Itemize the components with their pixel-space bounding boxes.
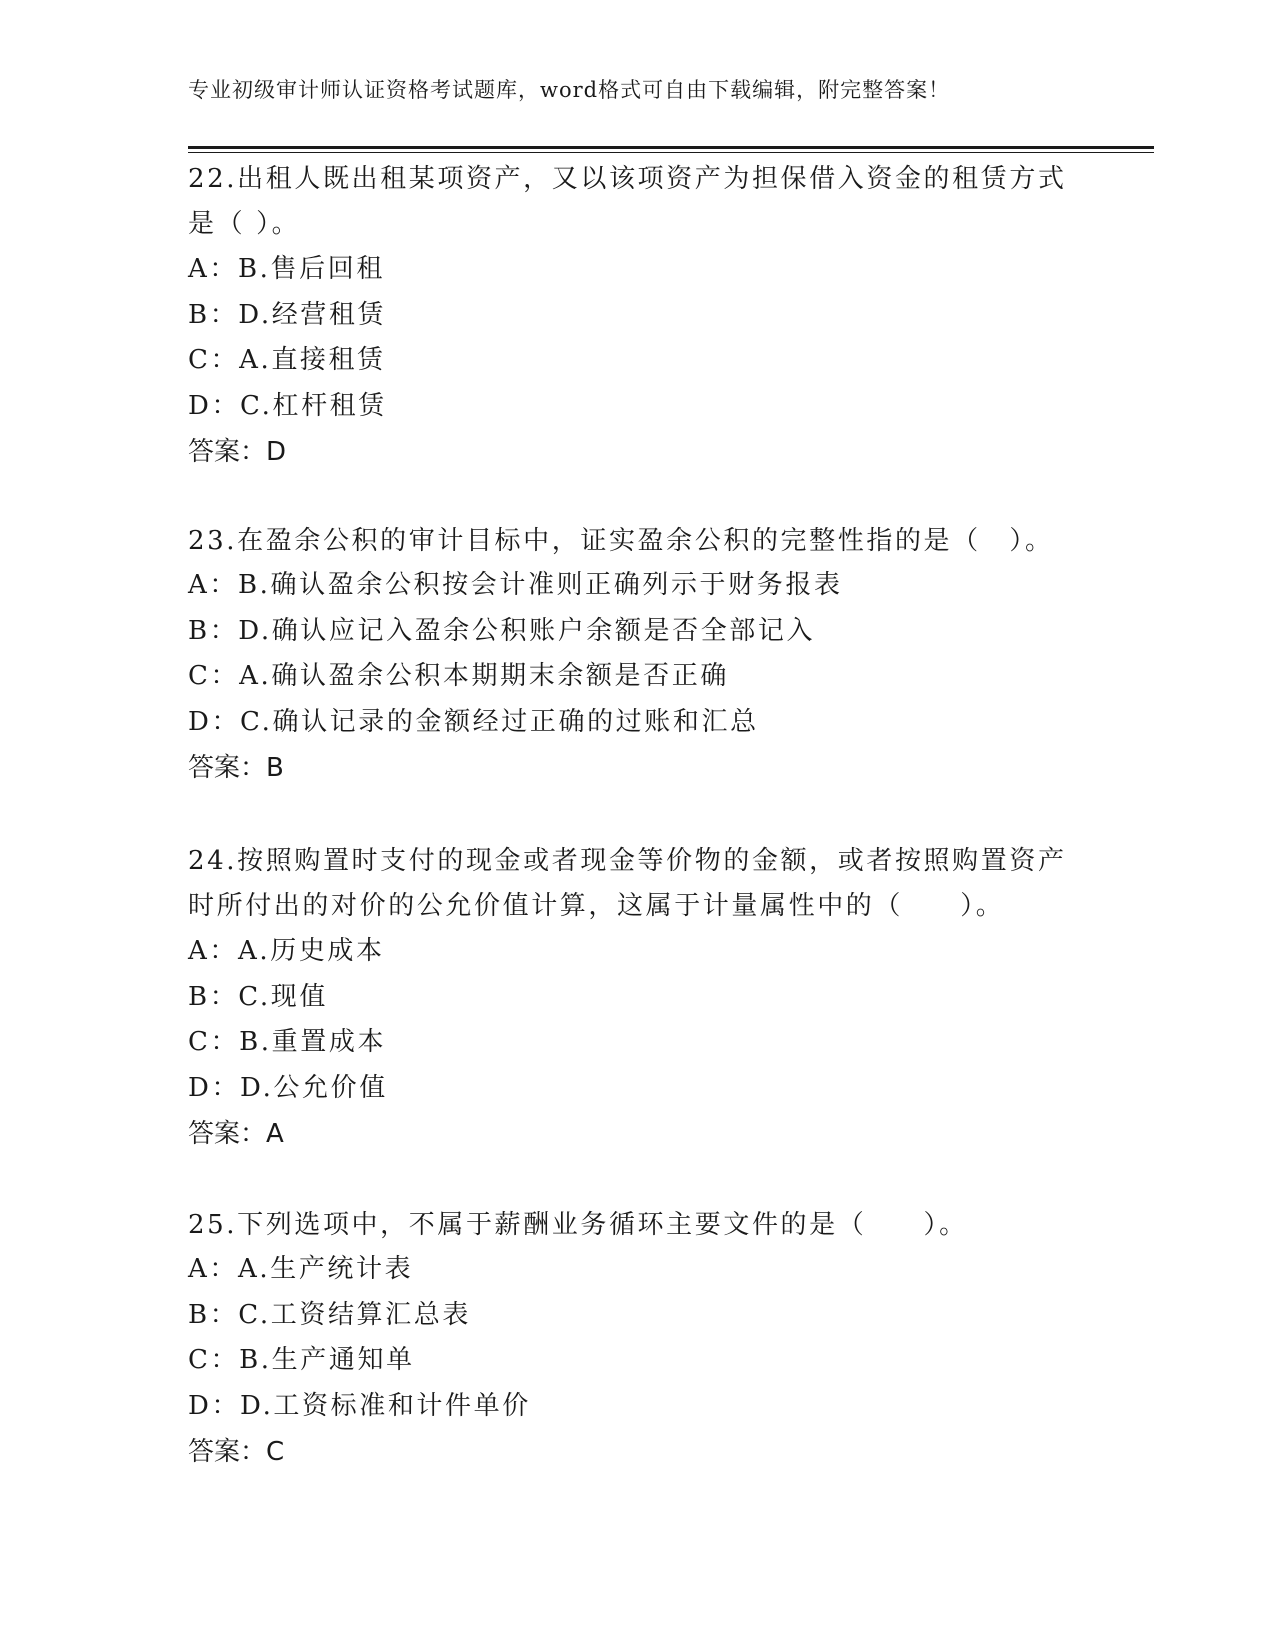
option-b: B：C.工资结算汇总表 (188, 1299, 471, 1330)
option-a: A：A.历史成本 (188, 936, 385, 966)
page-header: 专业初级审计师认证资格考试题库，word格式可自由下载编辑，附完整答案！ (188, 78, 951, 102)
question-stem: 25.下列选项中，不属于薪酬业务循环主要文件的是（ ）。 (188, 1210, 968, 1240)
option-d: D：D.公允价值 (188, 1072, 388, 1103)
option-d: D：D.工资标准和计件单价 (188, 1390, 531, 1421)
question-23 (188, 519, 1088, 791)
question-stem: 23.在盈余公积的审计目标中，证实盈余公积的完整性指的是（ ）。 (188, 526, 1054, 556)
option-a: A：B.售后回租 (188, 254, 385, 284)
header-divider-thin (188, 152, 1154, 153)
option-d: D：C.确认记录的金额经过正确的过账和汇总 (188, 706, 759, 737)
answer-line: 答案：C (188, 1437, 285, 1467)
option-a: A：B.确认盈余公积按会计准则正确列示于财务报表 (188, 570, 843, 600)
option-c: C：A.直接租赁 (188, 345, 386, 375)
question-22 (188, 157, 1088, 475)
header-divider-thick (188, 146, 1154, 149)
answer-line: 答案：D (188, 437, 287, 467)
answer-line: 答案：B (188, 753, 284, 783)
question-25 (188, 1203, 1088, 1475)
option-a: A：A.生产统计表 (188, 1254, 414, 1284)
question-24 (188, 839, 1088, 1157)
option-d: D：C.杠杆租赁 (188, 390, 387, 421)
answer-line: 答案：A (188, 1119, 284, 1149)
option-c: C：B.重置成本 (188, 1027, 387, 1057)
option-c: C：A.确认盈余公积本期期末余额是否正确 (188, 661, 729, 691)
option-b: B：C.现值 (188, 981, 328, 1012)
question-stem: 24.按照购置时支付的现金或者现金等价物的金额，或者按照购置资产时所付出的对价的公允价值计算，这属于计量属性中的（ ）。 (188, 846, 1067, 921)
question-stem: 22.出租人既出租某项资产，又以该项资产为担保借入资金的租赁方式是（ ）。 (188, 164, 1067, 239)
option-c: C：B.生产通知单 (188, 1345, 415, 1375)
option-b: B：D.经营租赁 (188, 299, 387, 330)
option-b: B：D.确认应记入盈余公积账户余额是否全部记入 (188, 615, 816, 646)
